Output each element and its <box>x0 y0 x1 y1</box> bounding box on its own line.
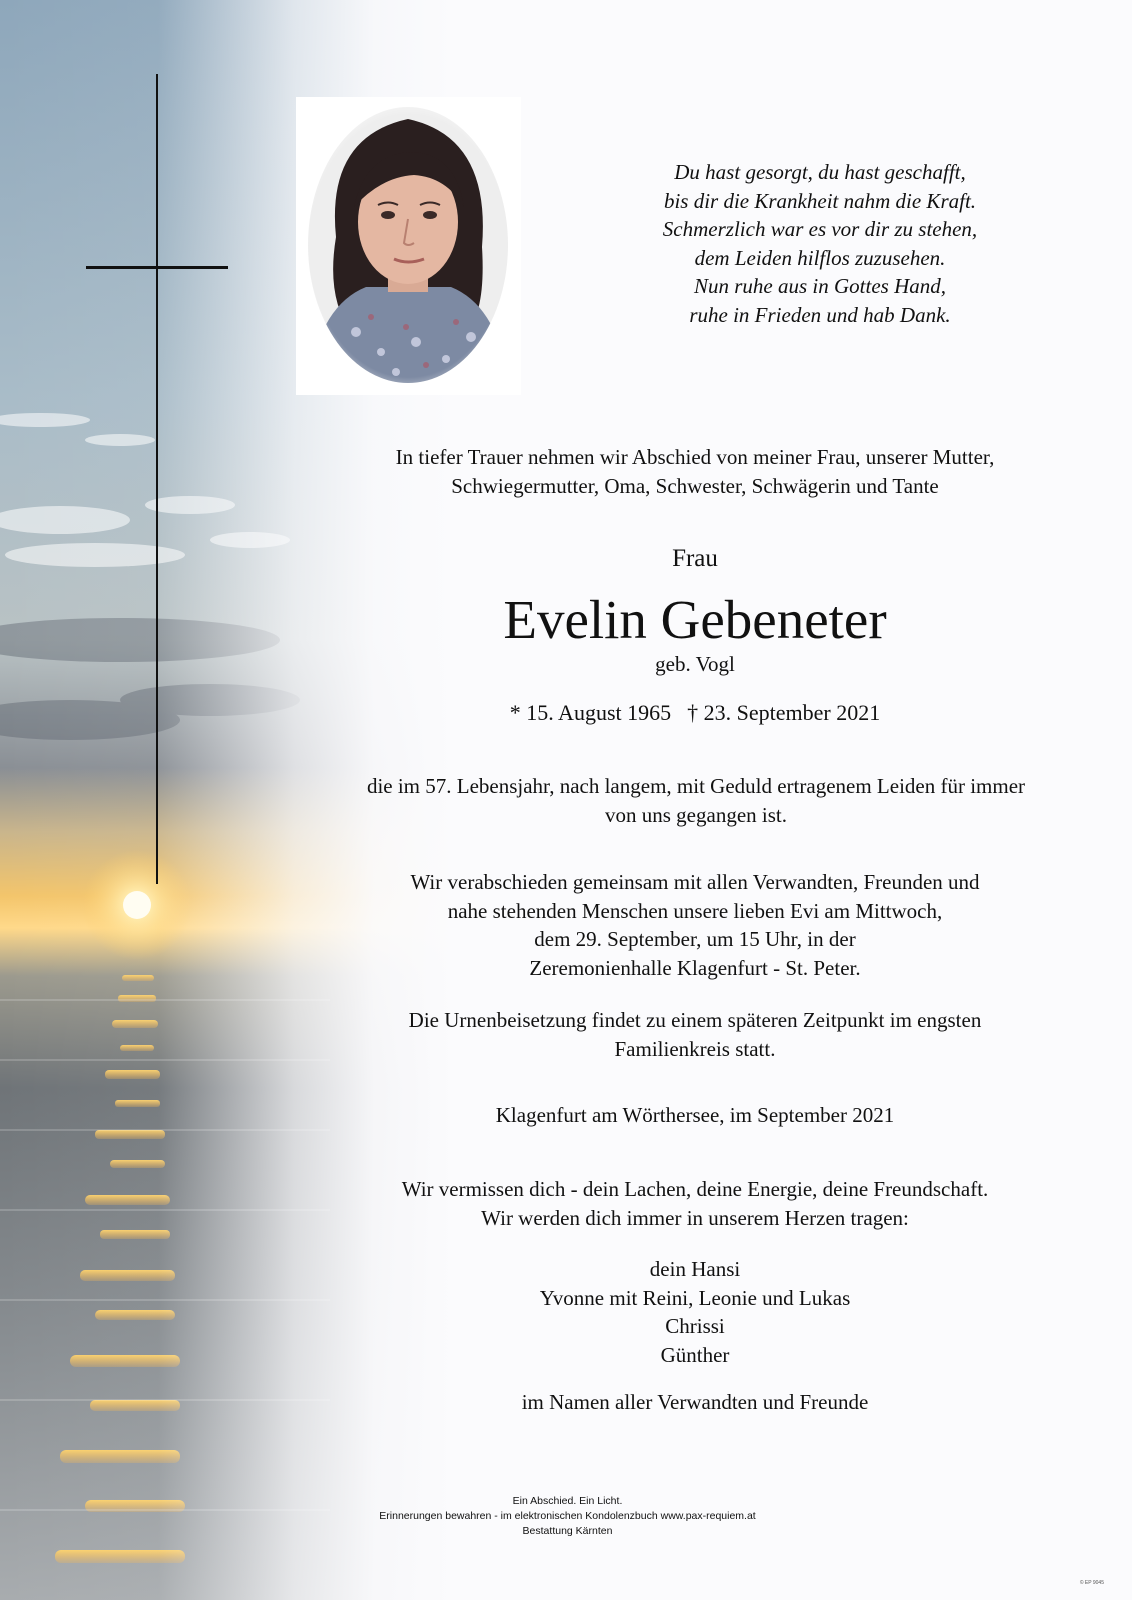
place-and-date: Klagenfurt am Wörthersee, im September 2021 <box>495 1103 895 1127</box>
poem-line: Schmerzlich war es vor dir zu stehen, <box>662 217 978 242</box>
birth-date: * 15. August 1965 <box>509 700 672 725</box>
mourning-intro <box>300 443 1090 500</box>
poem-line: bis dir die Krankheit nahm die Kraft. <box>663 188 977 213</box>
intro-line: In tiefer Trauer nehmen wir Abschied von meiner Frau, unserer Mutter, <box>395 445 995 469</box>
funeral-line: dem 29. September, um 15 Uhr, in der <box>534 927 856 952</box>
farewell-line: Wir vermissen dich - dein Lachen, deine Energie, deine Freundschaft. <box>401 1177 989 1201</box>
deceased-name: Evelin Gebeneter <box>503 589 887 650</box>
footer-tagline: Ein Abschied. Ein Licht. <box>512 1495 623 1507</box>
urn-burial-note <box>320 1006 1070 1063</box>
poem <box>590 158 1050 330</box>
copyright-code: © EP 9045 <box>1079 1580 1104 1586</box>
mourner-name: dein Hansi <box>649 1257 741 1281</box>
life-dates <box>400 700 990 726</box>
passing-text <box>292 772 1100 829</box>
urn-line: Familienkreis statt. <box>614 1036 776 1061</box>
farewell-line: Wir werden dich immer in unserem Herzen tragen: <box>481 1205 909 1230</box>
funeral-line: Zeremonienhalle Klagenfurt - St. Peter. <box>529 955 861 980</box>
poem-line: Nun ruhe aus in Gottes Hand, <box>694 274 946 299</box>
mourner-name: Günther <box>660 1342 730 1367</box>
funeral-line: nahe stehenden Menschen unsere lieben Evi am Mittwoch, <box>447 898 943 923</box>
salutation: Frau <box>672 545 718 572</box>
footer-condolence-link[interactable]: Erinnerungen bewahren - im elektronischen Kondolenzbuch www.pax-requiem.at <box>379 1510 756 1522</box>
urn-line: Die Urnenbeisetzung findet zu einem späteren Zeitpunkt im engsten <box>408 1008 982 1032</box>
mourner-name: Yvonne mit Reini, Leonie und Lukas <box>539 1285 851 1310</box>
mourners-list <box>420 1255 970 1369</box>
poem-line: dem Leiden hilflos zuzusehen. <box>694 245 946 270</box>
poem-line: ruhe in Frieden und hab Dank. <box>689 302 951 327</box>
portrait-photo <box>296 97 521 395</box>
footer-undertaker: Bestattung Kärnten <box>522 1525 613 1537</box>
farewell-text <box>320 1175 1070 1232</box>
maiden-name: geb. Vogl <box>655 652 735 676</box>
footer <box>340 1494 795 1539</box>
mourner-name: Chrissi <box>665 1314 725 1339</box>
intro-line: Schwiegermutter, Oma, Schwester, Schwägerin und Tante <box>451 473 939 498</box>
death-date: † 23. September 2021 <box>687 700 881 725</box>
poem-line: Du hast gesorgt, du hast geschafft, <box>674 160 966 184</box>
funeral-line: Wir verabschieden gemeinsam mit allen Verwandten, Freunden und <box>410 870 980 894</box>
cross-icon-bar <box>86 266 228 269</box>
cross-icon <box>156 74 158 884</box>
passing-line: die im 57. Lebensjahr, nach langem, mit Geduld ertragenem Leiden für immer <box>366 774 1026 798</box>
funeral-details <box>320 868 1070 982</box>
passing-line: von uns gegangen ist. <box>605 802 787 827</box>
closing-line: im Namen aller Verwandten und Freunde <box>521 1390 869 1414</box>
